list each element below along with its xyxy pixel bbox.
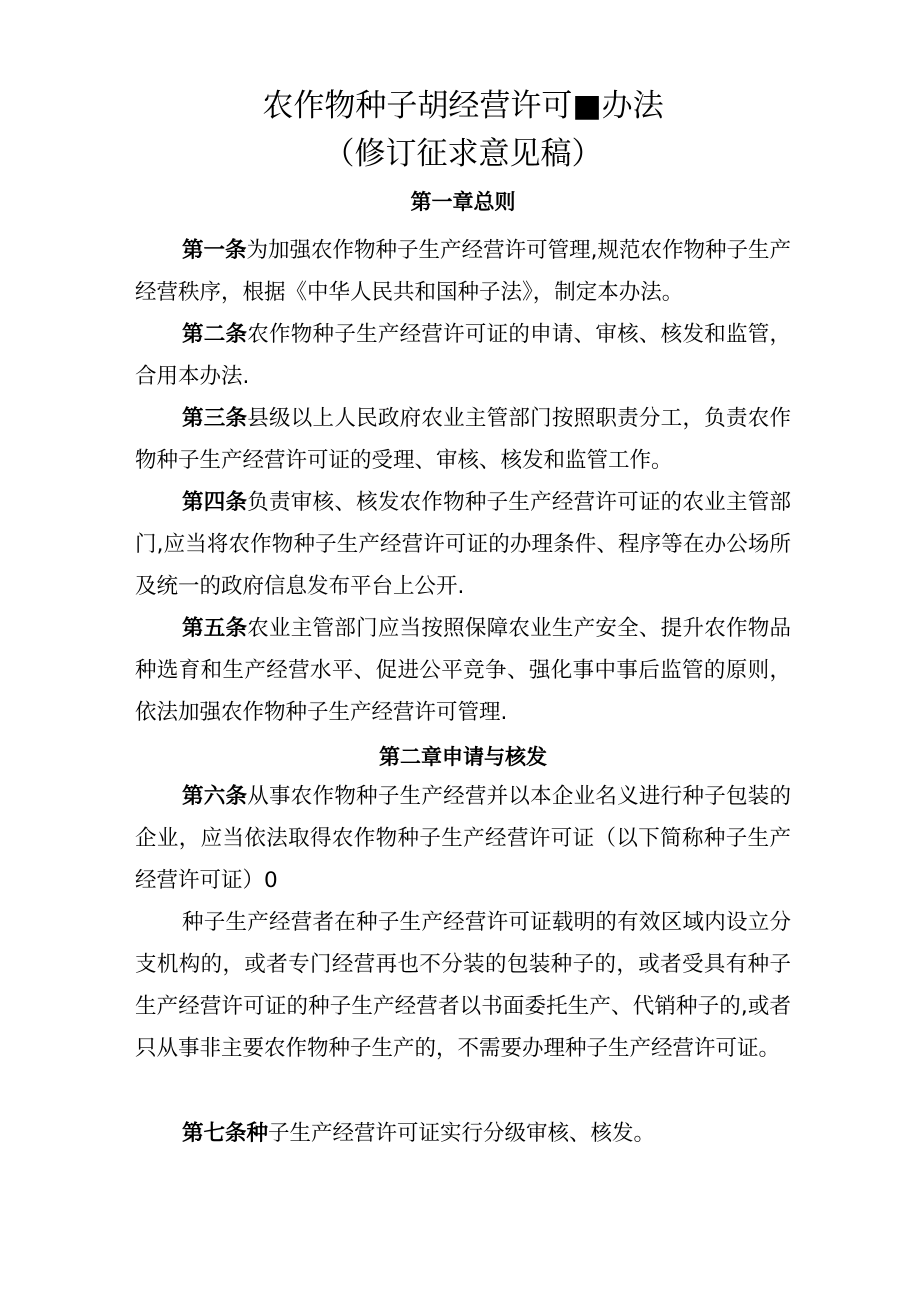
article-text: 子生产经营许可证实行分级审核、核发。 bbox=[268, 1121, 656, 1146]
article-text: 从事农作物种子生产经营并以本企业名义进行种子包装的企业，应当依法取得农作物种子生产经营许可证（以下简称种子生产经营许可证）0 bbox=[135, 784, 791, 893]
article-text: 农作物种子生产经营许可证的申请、审核、核发和监管，合用本办法. bbox=[135, 322, 791, 389]
article-label: 第五条 bbox=[182, 616, 248, 641]
chapter-heading: 第二章申请与核发 bbox=[379, 745, 547, 769]
document-subtitle: （修订征求意见稿） bbox=[323, 136, 603, 172]
article-label: 第六条 bbox=[182, 784, 248, 809]
article-label: 第二条 bbox=[182, 322, 248, 347]
article-6 bbox=[135, 776, 791, 902]
article-text: 负责审核、核发农作物种子生产经营许可证的农业主管部门,应当将农作物种子生产经营许可证的办理条件、程序等在办公场所及统一的政府信息发布平台上公开. bbox=[135, 490, 791, 599]
chapter-heading: 第一章总则 bbox=[410, 190, 516, 214]
article-6-paragraph-2 bbox=[135, 902, 791, 1070]
article-text: 种子生产经营者在种子生产经营许可证载明的有效区域内设立分支机构的，或者专门经营再也不分装的包装种子的，或者受具有种子生产经营许可证的种子生产经营者以书面委托生产、代销种子的,或者只从事非主要农作物种子生产的，不需要办理种子生产经营许可证。 bbox=[135, 910, 791, 1061]
article-label: 第七条种 bbox=[182, 1121, 269, 1146]
article-4 bbox=[135, 482, 791, 608]
article-2 bbox=[135, 314, 791, 398]
article-text: 农业主管部门应当按照保障农业生产安全、提升农作物品种选育和生产经营水平、促进公平竞争、强化事中事后监管的原则，依法加强农作物种子生产经营许可管理. bbox=[135, 616, 791, 725]
article-label: 第一条 bbox=[182, 238, 247, 263]
article-7 bbox=[135, 1113, 791, 1155]
article-text: 县级以上人民政府农业主管部门按照职责分工，负责农作物种子生产经营许可证的受理、审核、核发和监管工作。 bbox=[135, 406, 791, 473]
article-text: 为加强农作物种子生产经营许可管理,规范农作物种子生产经营秩序，根据《中华人民共和国种子法》，制定本办法。 bbox=[135, 238, 791, 305]
document-title: 农作物种子胡经营许可■办法 bbox=[262, 88, 664, 124]
article-5 bbox=[135, 608, 791, 734]
article-3 bbox=[135, 398, 791, 482]
article-1 bbox=[135, 230, 791, 314]
article-label: 第三条 bbox=[182, 406, 248, 431]
article-label: 第四条 bbox=[182, 490, 248, 515]
